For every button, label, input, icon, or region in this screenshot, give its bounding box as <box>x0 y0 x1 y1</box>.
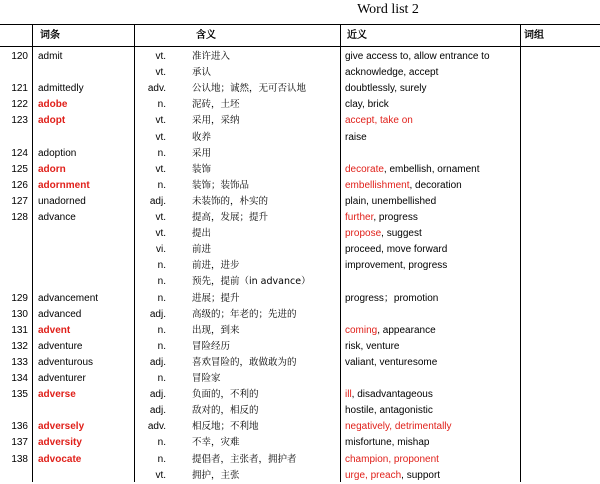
word-table <box>0 24 600 482</box>
synonym-segment: risk, venture <box>345 340 400 352</box>
chinese-meaning: 前进，进步 <box>192 260 240 272</box>
header-row <box>0 28 600 44</box>
entry-number: 128 <box>11 212 28 223</box>
chinese-meaning: 收养 <box>192 131 212 143</box>
entry-number: 130 <box>11 308 28 320</box>
entry-number <box>2 242 28 258</box>
headword: adversely <box>38 421 85 433</box>
chinese-meaning: 相反地；不利地 <box>192 421 259 433</box>
chinese-meaning: 公认地；诚然，无可否认地 <box>192 83 307 95</box>
part-of-speech: n. <box>157 179 166 191</box>
table-row <box>0 97 600 113</box>
table-row <box>0 258 600 274</box>
part-of-speech: adv. <box>147 83 166 95</box>
chinese-meaning: 采用，采纳 <box>192 115 240 127</box>
synonym-segment: , embellish, ornament <box>383 163 480 175</box>
part-of-speech: vt. <box>155 131 166 143</box>
entry-number <box>2 258 28 274</box>
chinese-meaning: 提高，发展；提升 <box>192 212 269 223</box>
headword: admittedly <box>38 83 84 95</box>
chinese-meaning: 准许进入 <box>192 51 231 62</box>
synonym-segment: improvement, progress <box>345 260 448 272</box>
chinese-meaning: 提出 <box>192 228 212 240</box>
entry-number: 137 <box>11 437 28 449</box>
table-row <box>0 323 600 339</box>
chinese-meaning: 泥砖，土坯 <box>192 99 240 111</box>
headword <box>38 226 134 242</box>
entry-number: 132 <box>11 340 28 352</box>
synonym-segment: decorate <box>345 163 384 175</box>
synonyms <box>345 419 520 435</box>
headword <box>38 130 134 146</box>
chinese-meaning: 不幸，灾难 <box>192 437 240 449</box>
synonym-segment: urge, preach <box>345 469 402 481</box>
chinese-meaning: 预先，提前（in advance） <box>192 276 311 288</box>
top-rule <box>0 24 600 25</box>
synonym-segment: , progress <box>373 212 418 223</box>
entry-number: 120 <box>11 51 28 62</box>
headword: adorn <box>38 163 66 175</box>
entry-number: 126 <box>11 179 28 191</box>
synonym-segment: plain, unembellished <box>345 195 437 207</box>
chinese-meaning: 拥护，主张 <box>192 469 240 481</box>
entry-number <box>2 274 28 290</box>
synonyms <box>345 210 520 226</box>
chinese-meaning: 采用 <box>192 147 212 159</box>
entry-number: 136 <box>11 421 28 433</box>
headword <box>38 274 134 290</box>
part-of-speech: n. <box>157 437 166 449</box>
entry-number: 123 <box>11 115 28 127</box>
table-row <box>0 403 600 419</box>
entry-number: 127 <box>11 195 28 207</box>
part-of-speech: n. <box>157 260 166 272</box>
chinese-meaning: 前进 <box>192 244 212 256</box>
synonyms <box>345 403 520 419</box>
table-row <box>0 355 600 371</box>
table-row <box>0 419 600 435</box>
synonyms <box>345 387 520 403</box>
part-of-speech: vt. <box>155 228 166 240</box>
part-of-speech: n. <box>157 276 166 288</box>
synonyms <box>345 49 520 65</box>
part-of-speech: vt. <box>155 469 166 481</box>
table-row <box>0 387 600 403</box>
header-rule <box>0 46 600 47</box>
part-of-speech: n. <box>157 373 166 384</box>
table-row <box>0 49 600 65</box>
table-row <box>0 435 600 451</box>
headword <box>38 258 134 274</box>
headword: advancement <box>38 292 99 304</box>
synonyms <box>345 371 520 387</box>
part-of-speech: adj. <box>149 356 166 368</box>
part-of-speech: vt. <box>155 163 166 175</box>
table-row <box>0 371 600 387</box>
part-of-speech: adj. <box>149 308 166 320</box>
table-row <box>0 452 600 468</box>
entry-number: 121 <box>11 83 28 95</box>
synonym-segment: coming <box>345 324 378 336</box>
table-row <box>0 113 600 129</box>
table-row <box>0 130 600 146</box>
table-row <box>0 242 600 258</box>
page-title: Word list 2 <box>357 2 419 17</box>
synonyms <box>345 468 520 484</box>
headword: adoption <box>38 147 77 159</box>
headword: advance <box>38 212 76 223</box>
header-word: 词条 <box>40 30 60 41</box>
chinese-meaning: 提倡者，主张者，拥护者 <box>192 453 297 465</box>
synonyms <box>345 242 520 258</box>
entry-number <box>2 65 28 81</box>
synonym-segment: accept, take on <box>345 115 413 127</box>
entry-number: 131 <box>11 324 28 336</box>
headword: advocate <box>38 453 82 465</box>
synonyms <box>345 130 520 146</box>
synonym-segment: acknowledge, accept <box>345 67 439 79</box>
part-of-speech: n. <box>157 453 166 465</box>
part-of-speech: adj. <box>149 405 166 417</box>
table-row <box>0 146 600 162</box>
headword <box>38 242 134 258</box>
table-row <box>0 81 600 97</box>
table-row <box>0 468 600 484</box>
chinese-meaning: 未装饰的，朴实的 <box>192 195 269 207</box>
synonym-segment: raise <box>345 131 367 143</box>
synonym-segment: , support <box>401 469 441 481</box>
synonyms <box>345 274 520 290</box>
chinese-meaning: 装饰 <box>192 163 212 175</box>
table-row <box>0 65 600 81</box>
part-of-speech: vt. <box>155 67 166 79</box>
synonyms <box>345 307 520 323</box>
synonyms <box>345 81 520 97</box>
entry-number <box>2 468 28 484</box>
synonym-segment: misfortune, mishap <box>345 437 430 449</box>
headword: advanced <box>38 308 82 320</box>
synonym-segment: hostile, antagonistic <box>345 405 433 417</box>
chinese-meaning: 进展；提升 <box>192 292 240 304</box>
synonym-segment: propose <box>345 228 382 240</box>
entry-number: 138 <box>11 453 28 465</box>
part-of-speech: n. <box>157 99 166 111</box>
synonym-segment: , disadvantageous <box>351 389 433 401</box>
table-row <box>0 274 600 290</box>
synonyms <box>345 162 520 178</box>
synonym-segment: champion, proponent <box>345 453 439 465</box>
part-of-speech: adj. <box>149 195 166 207</box>
part-of-speech: adv. <box>147 421 166 433</box>
headword: adventure <box>38 340 83 352</box>
synonyms <box>345 178 520 194</box>
part-of-speech: n. <box>157 340 166 352</box>
synonyms <box>345 113 520 129</box>
entry-number: 134 <box>11 373 28 384</box>
synonym-segment: progress；promotion <box>345 292 439 304</box>
part-of-speech: adj. <box>149 389 166 401</box>
entry-number <box>2 226 28 242</box>
synonyms <box>345 194 520 210</box>
chinese-meaning: 承认 <box>192 67 212 79</box>
header-meaning: 含义 <box>196 30 216 41</box>
headword: unadorned <box>38 195 86 207</box>
part-of-speech: vi. <box>156 244 166 256</box>
part-of-speech: vt. <box>155 51 166 62</box>
chinese-meaning: 高级的；年老的；先进的 <box>192 308 297 320</box>
synonym-segment: proceed, move forward <box>345 244 448 256</box>
synonyms <box>345 258 520 274</box>
chinese-meaning: 装饰；装饰品 <box>192 179 250 191</box>
table-row <box>0 307 600 323</box>
synonym-segment: give access to, allow entrance to <box>345 51 490 62</box>
part-of-speech: n. <box>157 324 166 336</box>
headword <box>38 468 134 484</box>
chinese-meaning: 负面的，不利的 <box>192 389 259 401</box>
synonym-segment: doubtlessly, surely <box>345 83 427 95</box>
headword: adobe <box>38 99 68 111</box>
synonyms <box>345 226 520 242</box>
table-row <box>0 178 600 194</box>
header-synonym: 近义 <box>347 30 367 41</box>
part-of-speech: n. <box>157 292 166 304</box>
synonyms <box>345 452 520 468</box>
synonym-segment: , suggest <box>381 228 422 240</box>
chinese-meaning: 冒险经历 <box>192 340 231 352</box>
table-row <box>0 162 600 178</box>
synonyms <box>345 291 520 307</box>
synonyms <box>345 65 520 81</box>
headword: admit <box>38 51 63 62</box>
entry-number: 124 <box>11 147 28 159</box>
headword: adventurer <box>38 373 86 384</box>
entry-number: 135 <box>11 389 28 401</box>
headword <box>38 403 134 419</box>
headword: advent <box>38 324 71 336</box>
synonyms <box>345 146 520 162</box>
synonym-segment: clay, brick <box>345 99 389 111</box>
table-row <box>0 226 600 242</box>
synonym-segment: , appearance <box>377 324 436 336</box>
entry-number: 129 <box>11 292 28 304</box>
header-phrase: 词组 <box>524 30 544 41</box>
headword: adopt <box>38 115 66 127</box>
headword: adventurous <box>38 356 94 368</box>
synonym-segment: further <box>345 212 374 223</box>
synonyms <box>345 323 520 339</box>
synonym-segment: valiant, venturesome <box>345 356 438 368</box>
table-row <box>0 194 600 210</box>
synonyms <box>345 355 520 371</box>
headword: adornment <box>38 179 90 191</box>
headword: adverse <box>38 389 76 401</box>
synonyms <box>345 97 520 113</box>
synonyms <box>345 435 520 451</box>
entry-number <box>2 130 28 146</box>
synonym-segment: ill <box>345 389 352 401</box>
part-of-speech: n. <box>157 147 166 159</box>
table-row <box>0 291 600 307</box>
entry-number: 125 <box>11 163 28 175</box>
chinese-meaning: 喜欢冒险的，敢做敢为的 <box>192 356 297 368</box>
chinese-meaning: 敌对的，相反的 <box>192 405 259 417</box>
part-of-speech: vt. <box>155 212 166 223</box>
chinese-meaning: 出现，到来 <box>192 324 240 336</box>
synonym-segment: embellishment <box>345 179 410 191</box>
chinese-meaning: 冒险家 <box>192 373 221 384</box>
table-row <box>0 210 600 226</box>
synonym-segment: , decoration <box>409 179 462 191</box>
headword <box>38 65 134 81</box>
part-of-speech: vt. <box>155 115 166 127</box>
synonym-segment: negatively, detrimentally <box>345 421 452 433</box>
table-row <box>0 339 600 355</box>
entry-number <box>2 403 28 419</box>
entry-number: 133 <box>11 356 28 368</box>
headword: adversity <box>38 437 82 449</box>
synonyms <box>345 339 520 355</box>
entry-number: 122 <box>11 99 28 111</box>
